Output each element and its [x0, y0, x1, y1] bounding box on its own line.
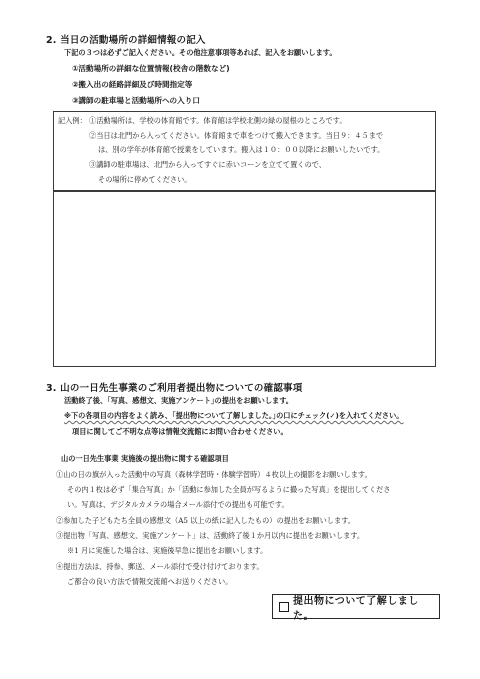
agreement-checkbox-box[interactable]	[272, 594, 440, 622]
confirm-line-2: その内１枚は必ず「集合写真」か「活動に参加した全員が写るように撮った写真」を提出してくださ	[67, 485, 391, 494]
confirm-line-3: い。写真は、デジタルカメラの場合メール添付での提出も可能です。	[67, 500, 289, 509]
section3-line-1: 活動終了後、｢写真、感想文、実施アンケート｣の提出をお願いします。	[64, 396, 293, 405]
example-line-2: ②当日は北門から入ってください。体育館まで車をつけて搬入できます。当日９：４５まで	[89, 131, 384, 140]
entry-area[interactable]	[53, 191, 436, 367]
section3-title: 3. 山の一日先生事業のご利用者提出物についての確認事項	[46, 383, 303, 394]
section3-line-3: 項目に関してご不明な点等は情報交流館にお問い合わせください。	[72, 427, 288, 436]
confirm-line-6: ※1 月に実施した場合は、実施後早急に提出をお願いします。	[67, 546, 268, 555]
agreement-checkbox[interactable]	[279, 602, 289, 612]
confirm-line-7: ④提出方法は、持参、郵送、メール添付で受け付けております。	[56, 562, 264, 571]
section2-item-3: ③講師の駐車場と活動場所への入り口	[72, 96, 200, 105]
example-line-5: その場所に停めてください。	[98, 175, 192, 184]
example-line-3: は、別の学年が体育館で授業をしています。搬入は１０：００以降にお願いしたいです。	[98, 145, 385, 154]
example-line-4: ③講師の駐車場は、北門から入ってすぐに赤いコーンを立てて置くので、	[89, 160, 326, 169]
confirm-line-4: ②参加した子どもたち全員の感想文（A5 以上の紙に記入したもの）の提出をお願いします。	[56, 516, 355, 525]
example-line-1: ①活動場所は、学校の体育館です。体育館は学校北側の緑の屋根のところです。	[89, 116, 347, 125]
confirm-heading: 山の一日先生事業 実施後の提出物に関する確認項目	[61, 454, 229, 463]
section2-item-1: ①活動場所の詳細な位置情報(校舎の階数など)	[72, 64, 230, 73]
section3-line-2: ※下の各項目の内容をよく読み、｢提出物について了解しました。｣の口にチェック(✓)を入れてください。	[64, 411, 404, 420]
example-label: 記入例：	[58, 116, 87, 125]
section2-item-2: ②搬入出の経路詳細及び時間指定等	[72, 80, 193, 89]
confirm-line-1: ①山の日の旗が入った活動中の写真（森林学習時・体験学習時）４枚以上の撮影をお願いします。	[56, 470, 372, 479]
confirm-line-8: ご都合の良い方法で情報交流館へお送りください。	[67, 577, 233, 586]
agreement-label: 提出物について了解しました。	[292, 595, 419, 622]
section2-note: 下記の３つは必ずご記入ください。その他注意事項等あれば、記入をお願いします。	[64, 48, 337, 57]
confirm-line-5: ③提出物「写真、感想文、実施アンケート」は、活動終了後１か月以内に提出をお願いします。	[56, 531, 365, 540]
section2-title: 2. 当日の活動場所の詳細情報の記入	[46, 35, 206, 46]
